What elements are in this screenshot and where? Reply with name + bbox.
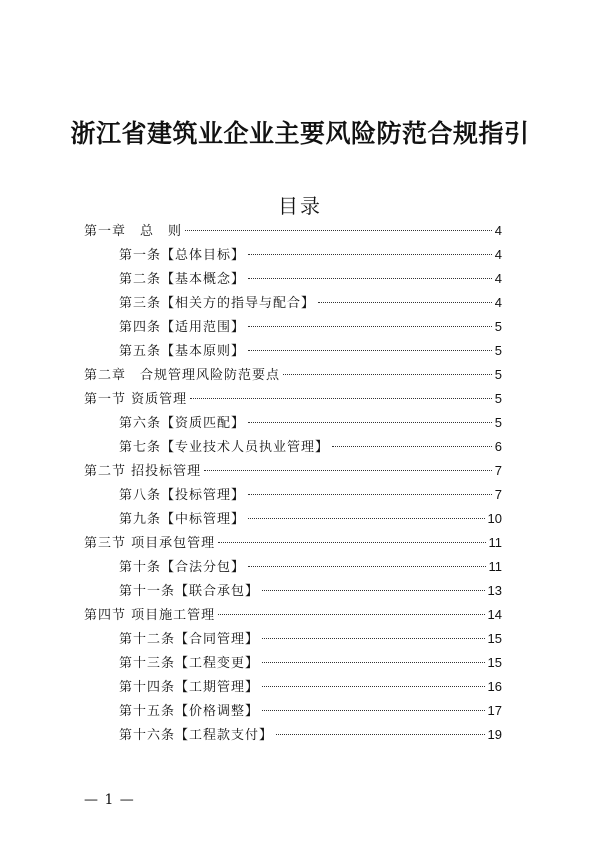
toc-entry[interactable] xyxy=(84,435,502,459)
toc-entry[interactable] xyxy=(84,627,502,651)
toc-entry[interactable] xyxy=(84,675,502,699)
toc-entry[interactable] xyxy=(84,267,502,291)
toc-entry-label: 第七条【专业技术人员执业管理】 xyxy=(119,440,330,455)
toc-dot-leader xyxy=(218,542,485,543)
toc-entry-page-number: 5 xyxy=(494,343,502,358)
toc-dot-leader xyxy=(248,566,485,567)
toc-entry[interactable] xyxy=(84,603,502,627)
toc-entry-page-number: 5 xyxy=(494,319,502,334)
toc-entry-page-number: 14 xyxy=(487,607,502,622)
toc-entry[interactable] xyxy=(84,411,502,435)
table-of-contents xyxy=(84,219,502,747)
toc-dot-leader xyxy=(332,446,492,447)
toc-dot-leader xyxy=(262,710,485,711)
toc-dot-leader xyxy=(204,470,492,471)
toc-entry[interactable] xyxy=(84,483,502,507)
toc-heading: 目录 xyxy=(278,194,322,218)
toc-dot-leader xyxy=(262,686,485,687)
toc-entry[interactable] xyxy=(84,291,502,315)
toc-dot-leader xyxy=(248,278,492,279)
toc-entry-page-number: 19 xyxy=(487,727,502,742)
toc-entry[interactable] xyxy=(84,555,502,579)
toc-entry-label: 第十条【合法分包】 xyxy=(119,560,246,575)
toc-entry-label: 第一章 总 则 xyxy=(84,224,183,239)
toc-dot-leader xyxy=(248,326,492,327)
toc-dot-leader xyxy=(248,494,492,495)
toc-entry-label: 第八条【投标管理】 xyxy=(119,488,246,503)
toc-entry-label: 第二条【基本概念】 xyxy=(119,272,246,287)
toc-dot-leader xyxy=(190,398,492,399)
toc-entry-page-number: 6 xyxy=(494,439,502,454)
toc-entry[interactable] xyxy=(84,315,502,339)
toc-entry-page-number: 11 xyxy=(488,559,502,574)
toc-dot-leader xyxy=(276,734,485,735)
toc-entry-label: 第十三条【工程变更】 xyxy=(119,656,260,671)
toc-entry-page-number: 15 xyxy=(487,655,502,670)
toc-entry-page-number: 4 xyxy=(494,295,502,310)
toc-dot-leader xyxy=(248,518,485,519)
toc-entry[interactable] xyxy=(84,363,502,387)
toc-entry[interactable] xyxy=(84,723,502,747)
toc-entry-label: 第十一条【联合承包】 xyxy=(119,584,260,599)
toc-entry-page-number: 5 xyxy=(494,367,502,382)
toc-entry[interactable] xyxy=(84,531,502,555)
toc-dot-leader xyxy=(248,350,492,351)
page-number-footer: — 1 — xyxy=(84,792,135,808)
toc-entry-label: 第十五条【价格调整】 xyxy=(119,704,260,719)
toc-entry-label: 第一节 资质管理 xyxy=(84,392,188,407)
toc-entry-page-number: 15 xyxy=(487,631,502,646)
toc-dot-leader xyxy=(248,422,492,423)
toc-entry[interactable] xyxy=(84,699,502,723)
toc-entry-label: 第十四条【工期管理】 xyxy=(119,680,260,695)
toc-entry-page-number: 13 xyxy=(487,583,502,598)
toc-entry[interactable] xyxy=(84,387,502,411)
toc-entry-page-number: 7 xyxy=(494,487,502,502)
toc-dot-leader xyxy=(283,374,492,375)
toc-entry[interactable] xyxy=(84,507,502,531)
toc-entry-page-number: 5 xyxy=(494,415,502,430)
toc-dot-leader xyxy=(262,590,485,591)
toc-entry-label: 第九条【中标管理】 xyxy=(119,512,246,527)
toc-entry-page-number: 16 xyxy=(487,679,502,694)
toc-entry-page-number: 4 xyxy=(494,271,502,286)
toc-entry[interactable] xyxy=(84,459,502,483)
toc-dot-leader xyxy=(262,638,485,639)
toc-entry-page-number: 10 xyxy=(487,511,502,526)
toc-entry-page-number: 17 xyxy=(487,703,502,718)
toc-entry-page-number: 5 xyxy=(494,391,502,406)
toc-dot-leader xyxy=(218,614,484,615)
toc-entry[interactable] xyxy=(84,243,502,267)
toc-entry-label: 第三节 项目承包管理 xyxy=(84,536,216,551)
toc-entry-label: 第四节 项目施工管理 xyxy=(84,608,216,623)
toc-entry-label: 第二章 合规管理风险防范要点 xyxy=(84,368,281,383)
toc-entry-label: 第四条【适用范围】 xyxy=(119,320,246,335)
toc-entry[interactable] xyxy=(84,219,502,243)
toc-entry-page-number: 4 xyxy=(494,247,502,262)
toc-dot-leader xyxy=(248,254,492,255)
toc-entry-label: 第二节 招投标管理 xyxy=(84,464,202,479)
toc-entry[interactable] xyxy=(84,579,502,603)
toc-entry[interactable] xyxy=(84,651,502,675)
toc-entry-label: 第十二条【合同管理】 xyxy=(119,632,260,647)
toc-entry[interactable] xyxy=(84,339,502,363)
toc-dot-leader xyxy=(318,302,492,303)
toc-entry-page-number: 4 xyxy=(494,223,502,238)
document-title: 浙江省建筑业企业主要风险防范合规指引 xyxy=(70,119,530,148)
toc-entry-label: 第三条【相关方的指导与配合】 xyxy=(119,296,316,311)
toc-entry-label: 第十六条【工程款支付】 xyxy=(119,728,274,743)
toc-dot-leader xyxy=(262,662,485,663)
toc-entry-label: 第一条【总体目标】 xyxy=(119,248,246,263)
toc-entry-page-number: 11 xyxy=(488,535,502,550)
toc-entry-page-number: 7 xyxy=(494,463,502,478)
toc-entry-label: 第六条【资质匹配】 xyxy=(119,416,246,431)
toc-entry-label: 第五条【基本原则】 xyxy=(119,344,246,359)
toc-dot-leader xyxy=(185,230,492,231)
